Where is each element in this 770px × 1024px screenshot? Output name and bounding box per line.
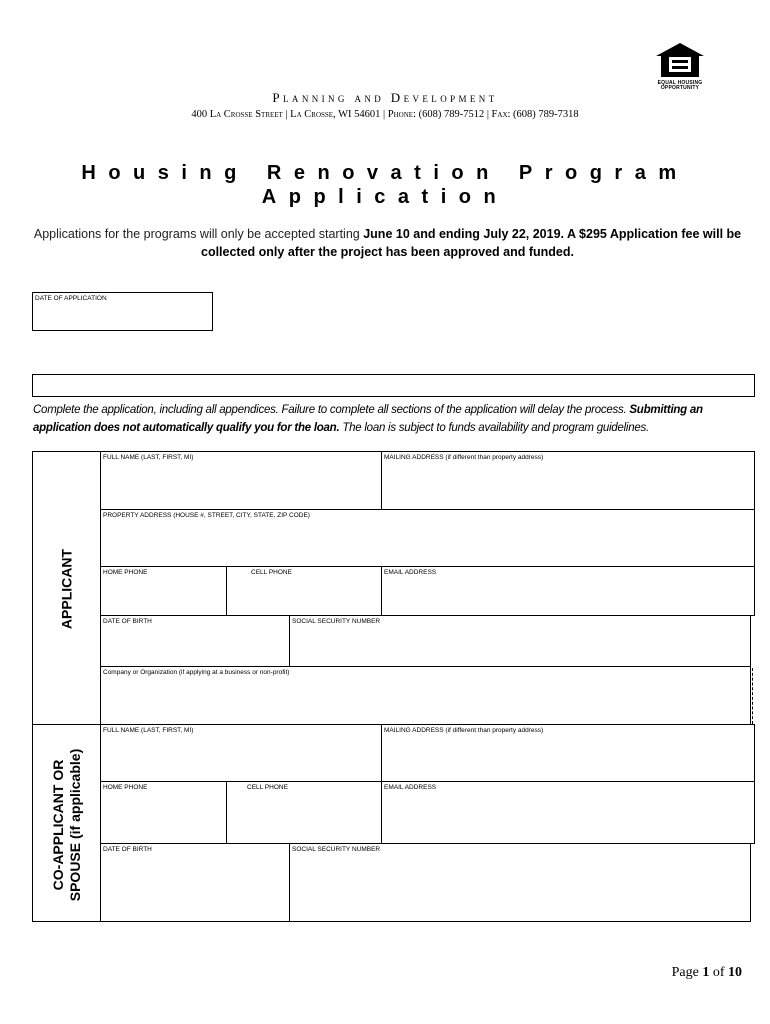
- page-word: Page: [671, 965, 699, 980]
- intro-text-bold: June 10 and ending July 22, 2019. A $295 Application fee will be collected only after the project has been approved and funded.: [201, 227, 742, 259]
- applicant-section-label: APPLICANT: [58, 548, 75, 630]
- applicant-cell-phone-label: CELL PHONE: [251, 569, 292, 576]
- applicant-full-name-label: FULL NAME (LAST, FIRST, MI): [103, 454, 194, 461]
- coapplicant-label-line1: CO-APPLICANT OR: [50, 759, 66, 891]
- instructions-bold: Submitting an application does not automatically qualify you for the loan.: [33, 404, 703, 434]
- applicant-full-name-field[interactable]: [100, 451, 382, 510]
- applicant-property-address-label: PROPERTY ADDRESS (HOUSE #, STREET, CITY, STATE, ZIP CODE): [103, 512, 310, 519]
- coapplicant-email-label: EMAIL ADDRESS: [384, 784, 437, 791]
- coapplicant-home-phone-field[interactable]: [100, 781, 227, 844]
- equal-housing-logo: [652, 42, 708, 94]
- department-address: 400 La Crosse Street | La Crosse, WI 54601 | Phone: (608) 789-7512 | Fax: (608) 789-7318: [191, 109, 579, 120]
- page-total: 10: [728, 965, 742, 980]
- page-current: 1: [702, 965, 710, 980]
- coapplicant-ssn-field[interactable]: [289, 843, 751, 922]
- applicant-company-field[interactable]: [100, 666, 751, 725]
- coapplicant-mailing-address-label: MAILING ADDRESS (if different than property address): [384, 727, 544, 734]
- coapplicant-mailing-address-field[interactable]: [381, 724, 755, 782]
- coapplicant-home-phone-label: HOME PHONE: [103, 784, 148, 791]
- coapplicant-ssn-label: SOCIAL SECURITY NUMBER: [292, 846, 381, 853]
- coapplicant-email-field[interactable]: [381, 781, 755, 844]
- instructions-regular: Complete the application, including all appendices. Failure to complete all sections of the application will delay the process.: [33, 404, 630, 416]
- department-name: Planning and Development: [272, 90, 498, 105]
- title-line1: Housing Renovation Program: [81, 162, 689, 184]
- applicant-home-phone-field[interactable]: [100, 566, 227, 616]
- applicant-email-field[interactable]: [381, 566, 755, 616]
- coapplicant-label-line2: SPOUSE (if applicable): [67, 748, 83, 902]
- right-edge-divider: [752, 668, 753, 724]
- coapplicant-dob-field[interactable]: [100, 843, 290, 922]
- applicant-property-address-field[interactable]: [100, 509, 755, 567]
- applicant-cell-phone-field[interactable]: [226, 566, 382, 616]
- applicant-email-label: EMAIL ADDRESS: [384, 569, 437, 576]
- coapplicant-section-label: [50, 749, 84, 901]
- logo-text-line1: EQUAL HOUSING: [657, 80, 703, 86]
- applicant-ssn-field[interactable]: [289, 615, 751, 667]
- applicant-ssn-label: SOCIAL SECURITY NUMBER: [292, 618, 381, 625]
- coapplicant-section-label-cell: [32, 724, 101, 922]
- coapplicant-full-name-label: FULL NAME (LAST, FIRST, MI): [103, 727, 194, 734]
- logo-text-line2: OPPORTUNITY: [660, 85, 700, 91]
- applicant-dob-field[interactable]: [100, 615, 290, 667]
- intro-text-regular: Applications for the programs will only be accepted starting: [33, 227, 364, 241]
- title-line2: Application: [261, 186, 509, 208]
- coapplicant-full-name-field[interactable]: [100, 724, 382, 782]
- intro-text: [25, 225, 750, 261]
- instructions-tail: The loan is subject to funds availability and program guidelines.: [339, 422, 649, 434]
- applicant-mailing-address-field[interactable]: [381, 451, 755, 510]
- instructions-text: [33, 401, 755, 437]
- page-of-word: of: [712, 965, 725, 980]
- applicant-home-phone-label: HOME PHONE: [103, 569, 148, 576]
- equal-housing-icon: [652, 42, 708, 80]
- applicant-dob-label: DATE OF BIRTH: [103, 618, 152, 625]
- applicant-company-label: Company or Organization (if applying at a business or non-profit): [103, 669, 290, 676]
- applicant-mailing-address-label: MAILING ADDRESS (if different than property address): [384, 454, 544, 461]
- coapplicant-dob-label: DATE OF BIRTH: [103, 846, 152, 853]
- applicant-section-label-cell: [32, 451, 101, 725]
- coapplicant-cell-phone-field[interactable]: [226, 781, 382, 844]
- date-of-application-field[interactable]: [32, 292, 213, 331]
- date-of-application-label: DATE OF APPLICATION: [35, 295, 107, 302]
- section-header-bar: [32, 374, 755, 397]
- page-number: [672, 965, 742, 981]
- coapplicant-cell-phone-label: CELL PHONE: [247, 784, 288, 791]
